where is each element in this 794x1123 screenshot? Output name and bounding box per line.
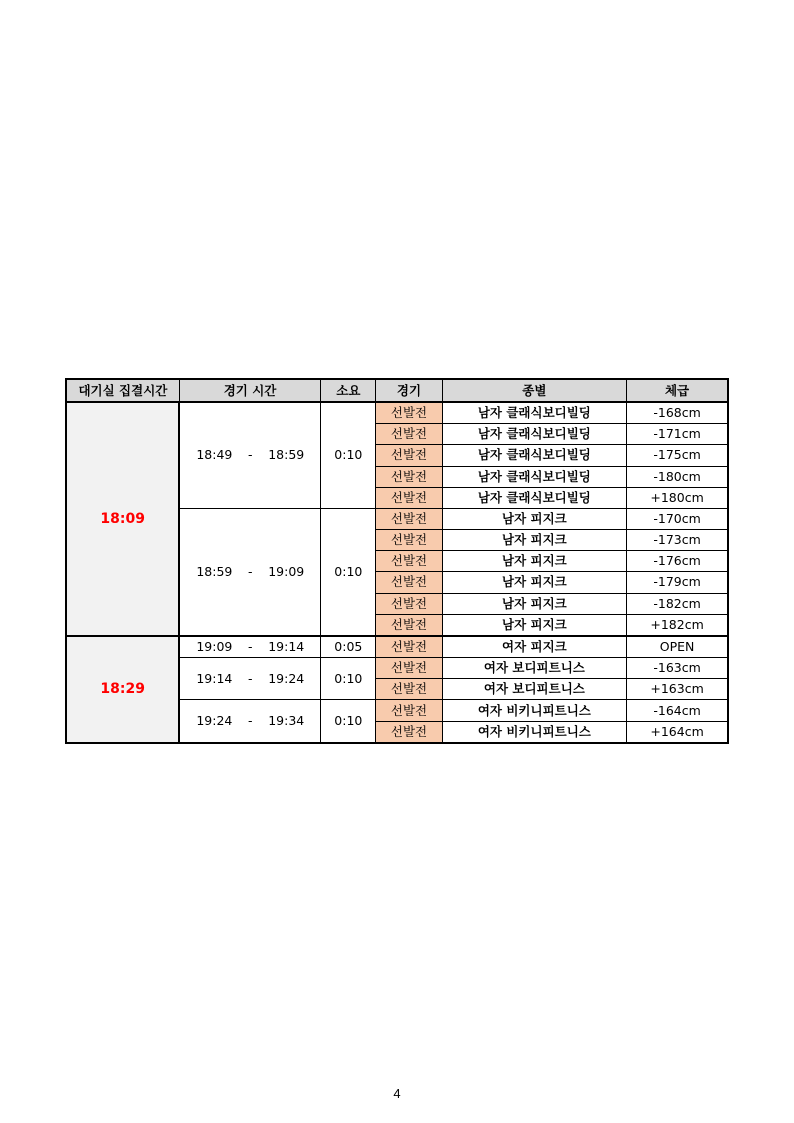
header-weight-class: 체급 [627,379,728,402]
weight-class-cell: +182cm [627,614,728,636]
match-time-cell [179,658,320,700]
event-cell: 여자 비키니피트니스 [442,721,627,743]
page-number: 4 [393,1086,401,1101]
event-cell: 남자 피지크 [442,551,627,572]
event-cell: 남자 클래식보디빌딩 [442,402,627,424]
event-cell: 여자 보디피트니스 [442,658,627,679]
match-type-cell: 선발전 [376,530,442,551]
match-type-cell: 선발전 [376,593,442,614]
event-cell: 여자 비키니피트니스 [442,700,627,721]
time-end: 18:59 [268,447,305,463]
header-match-type: 경기 [376,379,442,402]
weight-class-cell: -168cm [627,402,728,424]
match-time-cell [179,508,320,636]
time-separator: - [248,639,253,655]
time-separator: - [248,563,253,579]
match-type-cell: 선발전 [376,466,442,487]
gather-time-cell: 18:09 [66,402,179,636]
event-cell: 남자 피지크 [442,593,627,614]
weight-class-cell: +163cm [627,679,728,700]
time-start: 18:49 [196,447,233,463]
weight-class-cell: -164cm [627,700,728,721]
event-cell: 남자 클래식보디빌딩 [442,445,627,466]
match-time-range [180,711,320,731]
duration-cell: 0:05 [321,636,376,658]
match-type-cell: 선발전 [376,679,442,700]
match-type-cell: 선발전 [376,402,442,424]
event-cell: 남자 피지크 [442,614,627,636]
match-type-cell: 선발전 [376,614,442,636]
duration-cell: 0:10 [321,658,376,700]
time-start: 19:24 [196,713,233,729]
header-duration: 소요 [321,379,376,402]
duration-cell: 0:10 [321,700,376,743]
time-start: 19:09 [196,639,233,655]
match-type-cell: 선발전 [376,721,442,743]
weight-class-cell: -171cm [627,424,728,445]
weight-class-cell: -163cm [627,658,728,679]
match-type-cell: 선발전 [376,572,442,593]
weight-class-cell: -176cm [627,551,728,572]
time-separator: - [248,713,253,729]
match-time-cell [179,636,320,658]
match-type-cell: 선발전 [376,424,442,445]
header-gather-time: 대기실 집결시간 [66,379,179,402]
weight-class-cell: -170cm [627,508,728,529]
duration-cell: 0:10 [321,508,376,636]
match-time-cell [179,700,320,743]
weight-class-cell: +164cm [627,721,728,743]
event-cell: 남자 피지크 [442,530,627,551]
event-cell: 여자 보디피트니스 [442,679,627,700]
event-cell: 남자 피지크 [442,508,627,529]
match-time-cell [179,402,320,508]
match-type-cell: 선발전 [376,636,442,658]
match-type-cell: 선발전 [376,508,442,529]
match-time-range [180,445,320,465]
duration-cell: 0:10 [321,402,376,508]
time-separator: - [248,447,253,463]
table-row [66,402,728,424]
match-time-range [180,562,320,582]
time-start: 18:59 [196,563,233,579]
match-type-cell: 선발전 [376,445,442,466]
time-end: 19:34 [268,713,305,729]
match-type-cell: 선발전 [376,658,442,679]
time-separator: - [248,670,253,686]
event-cell: 여자 피지크 [442,636,627,658]
schedule-table [65,378,729,744]
weight-class-cell: -173cm [627,530,728,551]
event-cell: 남자 피지크 [442,572,627,593]
match-type-cell: 선발전 [376,551,442,572]
gather-time-cell: 18:29 [66,636,179,743]
header-event: 종별 [442,379,627,402]
weight-class-cell: -182cm [627,593,728,614]
event-cell: 남자 클래식보디빌딩 [442,487,627,508]
time-end: 19:24 [268,670,305,686]
weight-class-cell: -179cm [627,572,728,593]
event-cell: 남자 클래식보디빌딩 [442,466,627,487]
weight-class-cell: -175cm [627,445,728,466]
table-row [66,636,728,658]
time-start: 19:14 [196,670,233,686]
match-type-cell: 선발전 [376,487,442,508]
schedule-body [66,402,728,743]
table-header-row [66,379,728,402]
event-cell: 남자 클래식보디빌딩 [442,424,627,445]
header-match-time: 경기 시간 [179,379,320,402]
match-time-range [180,669,320,689]
match-time-range [180,637,320,657]
time-end: 19:09 [268,563,305,579]
weight-class-cell: OPEN [627,636,728,658]
weight-class-cell: +180cm [627,487,728,508]
time-end: 19:14 [268,639,305,655]
weight-class-cell: -180cm [627,466,728,487]
match-type-cell: 선발전 [376,700,442,721]
